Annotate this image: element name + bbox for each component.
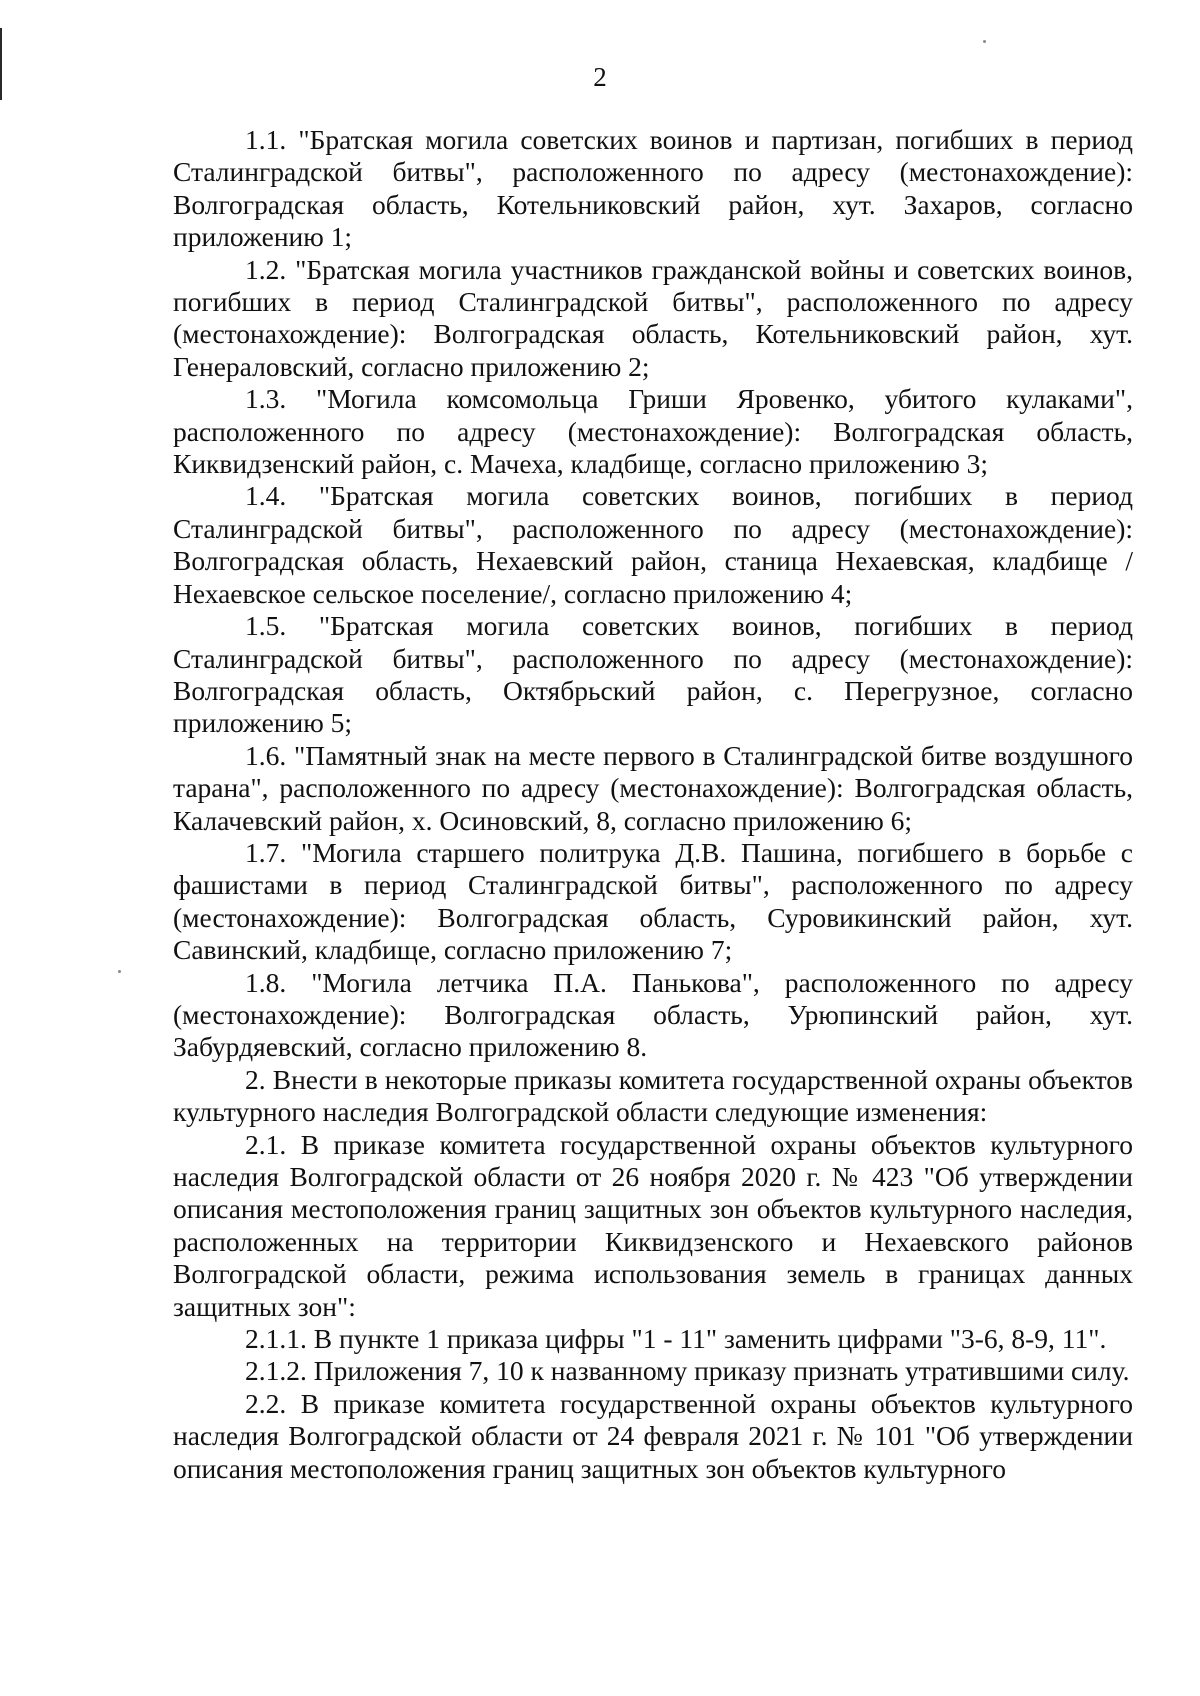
paragraph-1-1: 1.1. "Братская могила советских воинов и партизан, погибших в период Сталинградской битвы", расположенного по адресу (местонахождение): Волгоградская область, Котельниковский район, хут. Захаров, согласно приложению 1; (173, 124, 1133, 253)
paragraph-2: 2. Внести в некоторые приказы комитета государственной охраны объектов культурного наследия Волгоградской области следующие изменения: (173, 1063, 1133, 1128)
paragraph-1-3: 1.3. "Могила комсомольца Гриши Яровенко, убитого кулаками", расположенного по адресу (местонахождение): Волгоградская область, Киквидзенский район, с. Мачеха, кладбище, согласно приложению 3; (173, 383, 1133, 480)
paragraph-2-1-2: 2.1.2. Приложения 7, 10 к названному приказу признать утратившими силу. (245, 1355, 1130, 1387)
paragraph-1-7: 1.7. "Могила старшего политрука Д.В. Пашина, погибшего в борьбе с фашистами в период Сталинградской битвы", расположенного по адресу (местонахождение): Волгоградская область, Суровикинский район, хут. Савинский, кладбище, согласно приложению 7; (173, 836, 1133, 966)
paragraph-2-1: 2.1. В приказе комитета государственной охраны объектов культурного наследия Волгоградской области от 26 ноября 2020 г. № 423 "Об утверждении описания местоположения границ защитных зон объектов культурного наследия, расположенных на территории Киквидзенского и Нехаевского районов Волгоградской области, режима использования земель в границах данных защитных зон": (173, 1128, 1133, 1322)
paragraph-1-4: 1.4. "Братская могила советских воинов, погибших в период Сталинградской битвы", расположенного по адресу (местонахождение): Волгоградская область, Нехаевский район, станица Нехаевская, кладбище /Нехаевское сельское поселение/, согласно приложению 4; (173, 480, 1133, 609)
paragraph-1-5: 1.5. "Братская могила советских воинов, погибших в период Сталинградской битвы", расположенного по адресу (местонахождение): Волгоградская область, Октябрьский район, с. Перегрузное, согласно приложению 5; (173, 610, 1133, 739)
paragraph-2-1-1: 2.1.1. В пункте 1 приказа цифры "1 - 11" заменить цифрами "3-6, 8-9, 11". (245, 1323, 1107, 1355)
paragraph-1-6: 1.6. "Памятный знак на месте первого в Сталинградской битве воздушного тарана", расположенного по адресу (местонахождение): Волгоградская область, Калачевский район, х. Осиновский, 8, согласно приложению 6; (173, 739, 1133, 836)
page-number: 2 (593, 62, 607, 92)
scan-dust-dot (118, 970, 121, 973)
paragraph-1-2: 1.2. "Братская могила участников гражданской войны и советских воинов, погибших в период Сталинградской битвы", расположенного по адресу (местонахождение): Волгоградская область, Котельниковский район, хут. Генераловский, согласно приложению 2; (173, 253, 1133, 382)
paragraph-1-8: 1.8. "Могила летчика П.А. Панькова", расположенного по адресу (местонахождение): Волгоградская область, Урюпинский район, хут. Забурдяевский, согласно приложению 8. (173, 966, 1133, 1063)
paragraph-2-2: 2.2. В приказе комитета государственной охраны объектов культурного наследия Волгоградской области от 24 февраля 2021 г. № 101 "Об утверждении описания местоположения границ защитных зон объектов культурного (173, 1387, 1133, 1484)
document-body (173, 124, 1133, 1485)
scan-dust-dot (983, 40, 986, 43)
